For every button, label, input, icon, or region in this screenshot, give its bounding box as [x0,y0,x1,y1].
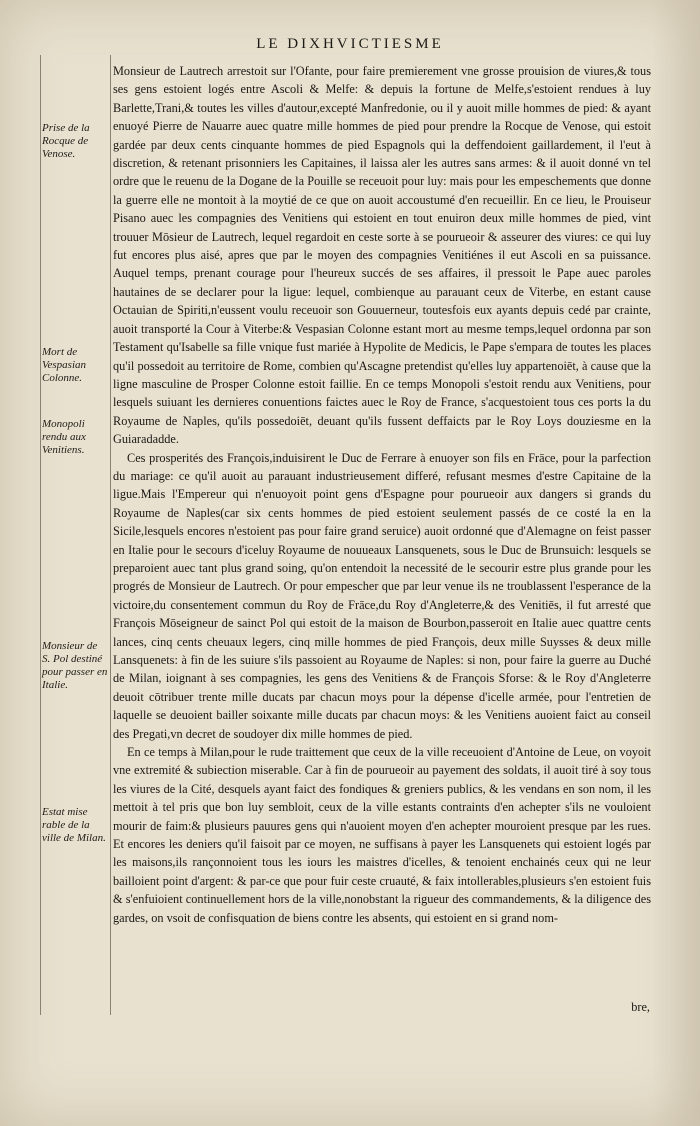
main-text [113,62,651,927]
margin-rule-outer [40,55,41,1015]
paragraph-1: Monsieur de Lautrech arrestoit sur l'Ofante, pour faire premierement vne grosse prouision de viures,& tous ses gens estoient logés entre Ascoli & Melfe: & depuis la fortune de Melfe,s'estoient rendues à luy Barlette,Trani,& toutes les villes d'autour,excepté Manfredonie, ou il y auoit mille hommes de pied: & ayant enuoyé Pierre de Nauarre auec quatre mille hommes de pied pour prendre la Rocque de Venose, qui estoit gardée par deux cents cinquante hommes de pied Espagnols qui la deffendoient gaillardement, il l'eut à discretion, & retenant prisonniers les Capitaines, il laissa aler les autres sans armes: & il auoit donné vn tel ordre que le reuenu de la Dogane de la Pouille se receuoit pour luy: mais pour les empeschements que donne la guerre elle ne montoit à la moytié de ce que on auoit accoustumé d'en recueillir. En ce lieu, le Prouiseur Pisano auec les compagnies des Venitiens qui estoient en tout enuiron deux mille hommes de pied, vint trouuer Mōsieur de Lautrech, lequel regardoit en ceste sorte à se pourueoir & asseurer des viures: ce qui luy fut encores plus aisé, apres que par le moyen des compagnies Venitiénes il eut Ascoli en sa puissance. Auquel temps, prenant courage pour l'heureux succés de ses affaires, il pressoit le Pape auec paroles hautaines de se declarer pour la ligue: lequel, combienque au parauant ceux de Viterbe, en estant cause Octauian de Spiriti,n'eussent voulu receuoir son Gouuerneur, toutesfois eux ayants depuis cedé par crainte, auoit transporté la Cour à Viterbe:& Vespasian Colonne estant mort au mesme temps,lequel ordonna par son Testament qu'Isabelle sa fille vnique fust mariée à Hypolite de Medicis, le Pape s'empara de toutes les places qu'il possedoit au territoire de Rome, combien qu'Ascagne pretendist qu'elles luy appartenoiēt, à cause que la ligne masculine de Prosper Colonne estoit faillie. En ce temps Monopoli s'estoit rendu aux Venitiens, pour lesquels suiuant les dernieres conuentions faictes auec le Roy de France, s'acquestoient tous ces ports la du Royaume de Naples, qu'ils possedoiēt, deuant qu'ils fussent deffaicts par le Roy Loys douziesme en la Guiaradadde. [113,64,651,447]
margin-note-spol: Monsieur de S. Pol destiné pour passer en Italie. [42,640,108,691]
catchword: bre, [631,1000,650,1014]
page-edge [652,0,700,1126]
margin-rule-inner [110,55,111,1015]
paragraph-2: Ces prosperités des François,induisirent le Duc de Ferrare à enuoyer son fils en Frāce, pour la parfection du mariage: ce qu'il auoit au parauant industrieusement differé, refusant mesmes d'estre Capitaine de la ligue.Mais l'Empereur qui n'enuoyoit point gens d'Espagne pour pourueoir aux dangers si grands du Royaume de Naples(car six cents hommes de pied estoient seulement passés de ce costé la en la Sicile,lesquels encores n'estoient pas pour faire grand seruice) auoit ordonné que d'Alemagne on feist passer en Italie pour le secours d'iceluy Royaume de nouueaux Lansquenets, sous le Duc de Brunsuich: lesquels se preparoient auec tant plus grand soing, qu'on entendoit la necessité de le secourir estre plus grande pour les progrés de Monsieur de Lautrech. Or pour empescher que par leur venue ils ne troublassent l'esperance de la victoire,du consentement commun du Roy de Frāce,du Roy d'Angleterre,& des Venitiēs, il fut arresté que François Mōseigneur de sainct Pol qui estoit de la maison de Bourbon,passeroit en Italie auec quattre cents lances, cinq cents cheuaux legers, cinq mille hommes de pied François, deux mille Suysses & deux mille Lansquenets: à fin de les suiure s'ils passoient au Royaume de Naples: si non, pour faire la guerre au Duché de Milan, ioignant à ses compagnies, les gens des Venitiens & de François Sforse: & le Roy d'Angleterre deuoit cōtribuer trente mille ducats par chacun moys pour la dépense d'icelle armée, pour l'entretien de laquelle se deuoient bailler soixante mille ducats par chacun moys: & les Venitiens auoient faict au conseil des Pregati,vn decret de soudoyer dix mille hommes de pied. [113,450,651,741]
margin-note-mort: Mort de Vespasian Colonne. [42,346,86,384]
running-head: LE DIXHVICTIESME [256,36,444,52]
margin-note-monopoli: Monopoli rendu aux Venitiens. [42,418,86,456]
paragraph-3: En ce temps à Milan,pour le rude traittement que ceux de la ville receuoient d'Antoine de Leue, on voyoit vne extremité & subiection miserable. Car à fin de pourueoir au payement des soldats, il auoit tiré à soy tous les viures de la Cité, desquels ayant faict des fondiques & greniers publics, & les vendans en son nom, il les mettoit à tel pris que bon luy sembloit, ceux de la ville estants contraints d'en achepter s'ils ne vouloient mourir de faim:& plusieurs pauures gens qui n'auoient moyen d'en achepter mouroient presque par les rues. Et encores les deniers qu'il faisoit par ce moyen, ne suffisans à payer les Lansquenets qui estoient logés par les maisons,ils rançonnoient tous les iours les maistres d'icelles, & tenoient enchainés ceux qui ne leur bailloient point d'argent: & par-ce que pour fuir ceste cruauté, & faix intollerables,plusieurs s'en estoient fuis & s'enfuioient continuellement hors de la ville,nonobstant la rigueur des commandements, & la diligence des gardes, on vsoit de confisquation de biens contre les absents, qui estoient en si grand nom- [113,745,651,925]
margin-note-estat: Estat mise rable de la ville de Milan. [42,806,106,844]
margin-note-prise: Prise de la Rocque de Venose. [42,122,90,160]
